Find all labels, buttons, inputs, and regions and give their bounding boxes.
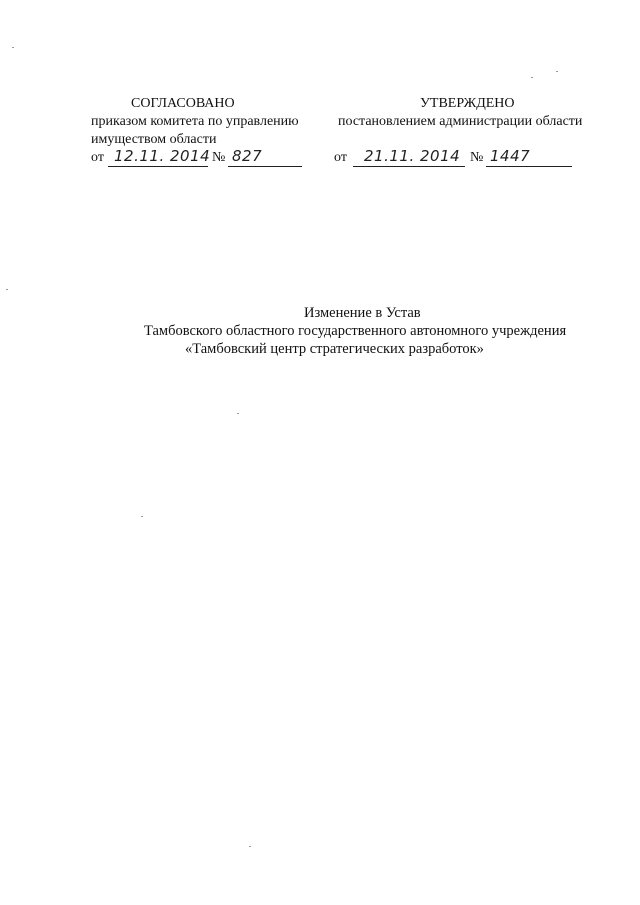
right-number-underline — [486, 166, 572, 167]
left-number-label: № — [212, 150, 226, 165]
right-date-handwritten: 21.11. 2014 — [364, 147, 461, 165]
left-number-underline — [228, 166, 302, 167]
left-date-underline — [108, 166, 208, 167]
right-number-handwritten: 1447 — [490, 147, 531, 165]
left-from-label: от — [91, 150, 104, 165]
right-date-underline — [353, 166, 465, 167]
left-line2: имуществом области — [91, 132, 217, 147]
scan-speck — [6, 289, 8, 290]
left-heading: СОГЛАСОВАНО — [131, 96, 235, 111]
scan-speck — [531, 77, 533, 78]
title-line3: «Тамбовский центр стратегических разработок» — [185, 341, 484, 357]
scan-speck — [556, 71, 558, 72]
right-line1: постановлением администрации области — [338, 114, 583, 129]
scan-speck — [237, 413, 239, 414]
title-line2: Тамбовского областного государственного автономного учреждения — [144, 323, 567, 339]
left-number-handwritten: 827 — [232, 147, 263, 165]
scan-speck — [249, 846, 251, 847]
right-number-label: № — [470, 150, 484, 165]
right-heading: УТВЕРЖДЕНО — [420, 96, 515, 111]
scan-speck — [12, 47, 14, 48]
scan-speck — [141, 516, 143, 517]
left-line1: приказом комитета по управлению — [91, 114, 299, 129]
right-from-label: от — [334, 150, 347, 165]
left-date-handwritten: 12.11. 2014 — [114, 147, 211, 165]
title-line1: Изменение в Устав — [304, 305, 421, 321]
